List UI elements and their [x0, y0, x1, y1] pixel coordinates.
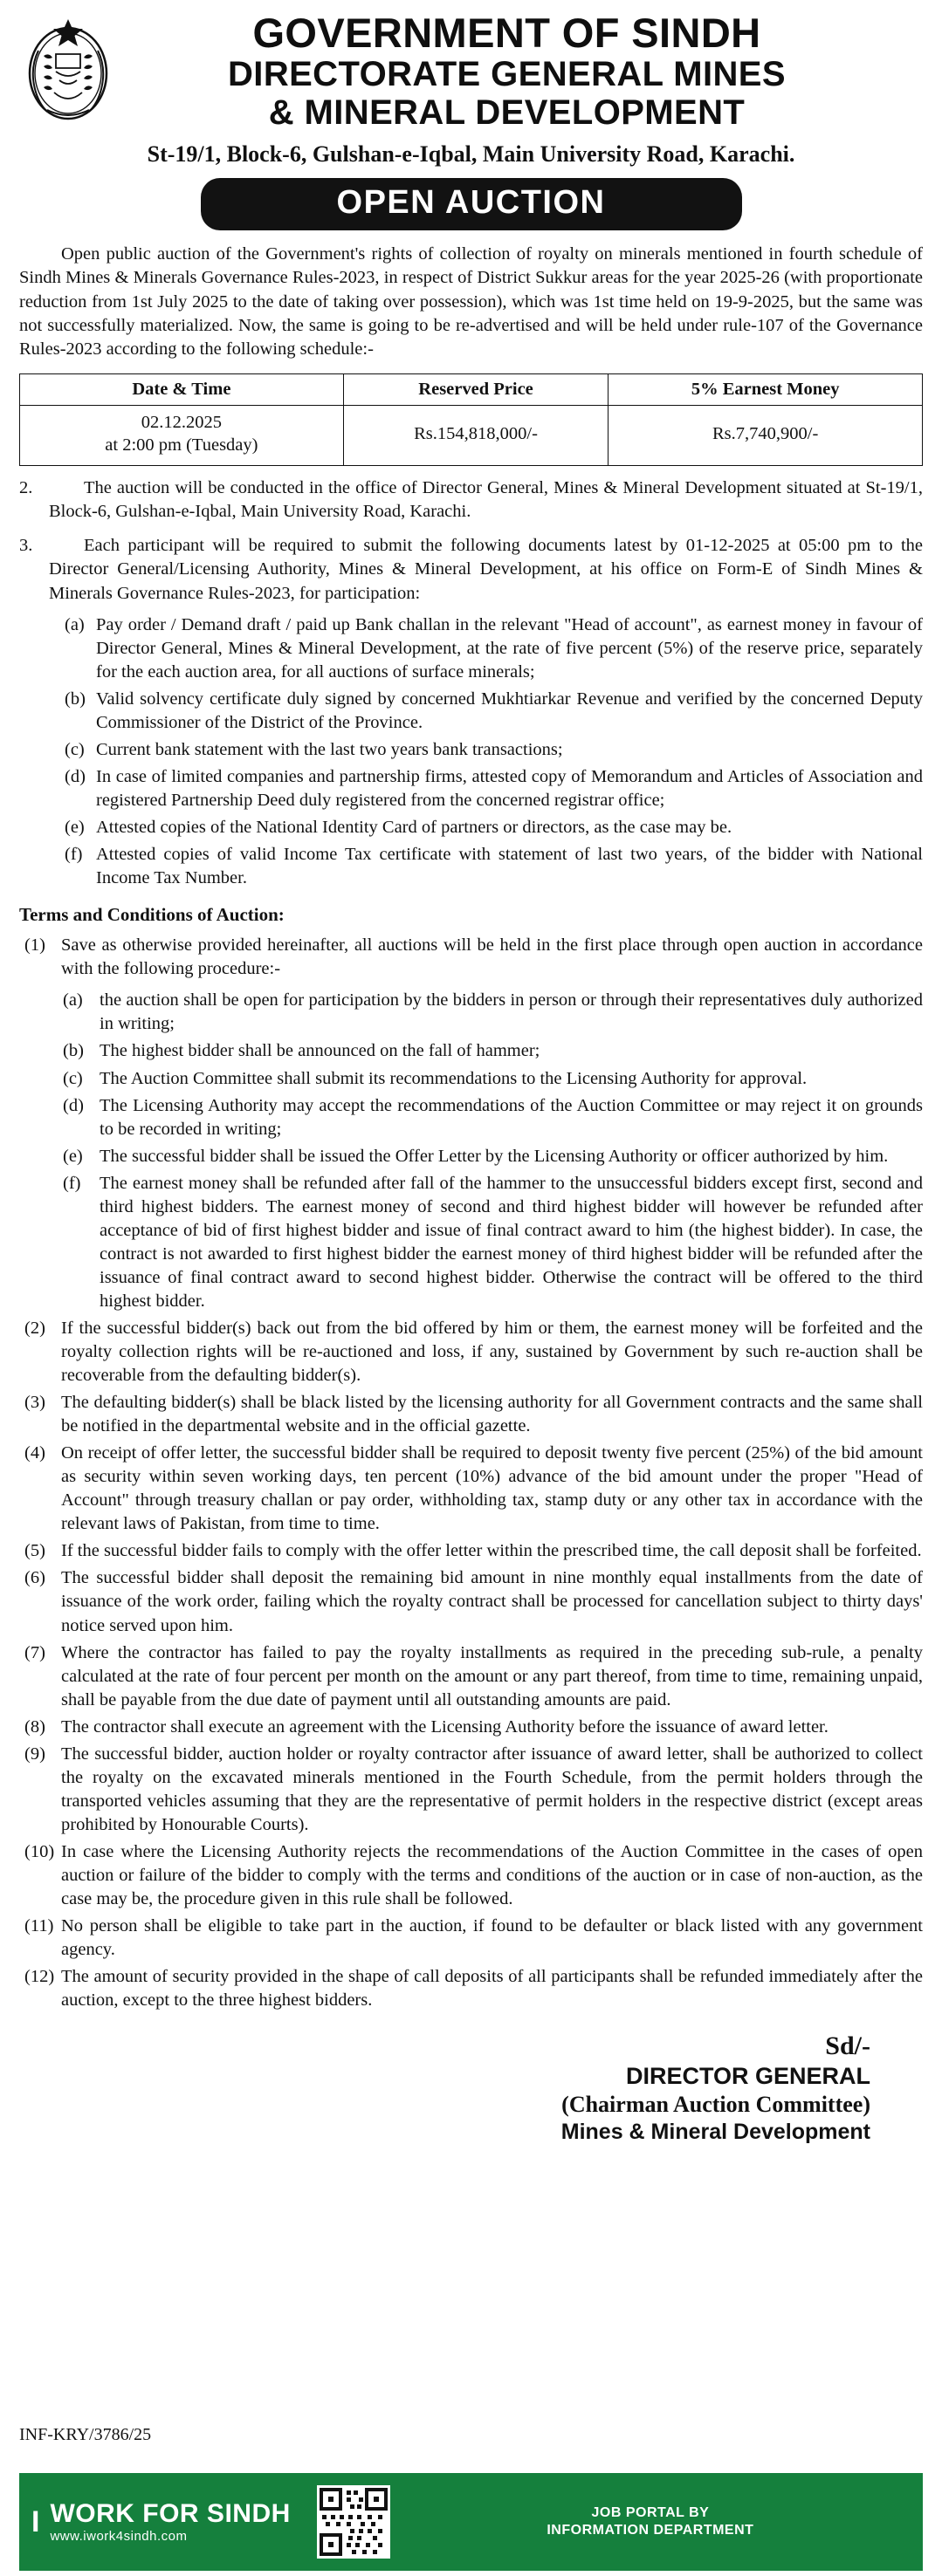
list-marker: (b): [63, 1041, 84, 1061]
footer-portal-note: [390, 2504, 911, 2539]
footer-bar: [19, 2473, 923, 2571]
list-text: Attested copies of the National Identity Card of partners or directors, as the case may be.: [96, 818, 732, 838]
list-item: [58, 613, 923, 684]
list-item: [58, 688, 923, 735]
gov-title-line2: DIRECTORATE GENERAL MINES: [228, 54, 786, 93]
list-item: [19, 934, 923, 981]
list-text: No person shall be eligible to take part in the auction, if found to be defaulter or black listed with any government agency.: [61, 1916, 923, 1960]
list-item: [58, 765, 923, 812]
intro-paragraph: Open public auction of the Government's rights of collection of royalty on minerals mentioned in fourth schedule of Sindh Mines & Minerals Governance Rules-2023, in respect of District Sukkur areas for the year 2025-26 (with proportionate reduction from 1st July 2025 to the date of taking over possession), which was 1st time held on 19-9-2025, but the same was not successfully materialized. Now, the same is going to be re-advertised and will be held under rule-107 of the Governance Rules-2023 according to the following schedule:-: [19, 244, 923, 359]
list-text: In case where the Licensing Authority rejects the recommendations of the Auction Committee in the cases of open auction or failure of the bidder to comply with the terms and conditions of the auction or in case of non-auction, as the case may be, the procedure given in this rule shall be followed.: [61, 1841, 923, 1909]
cell-date-time: [20, 406, 344, 465]
gov-title-line3: & MINERAL DEVELOPMENT: [268, 92, 746, 132]
signature-designation: DIRECTOR GENERAL: [625, 2063, 870, 2090]
auction-schedule-table: [19, 373, 923, 465]
terms-title: Terms and Conditions of Auction:: [19, 904, 285, 926]
list-marker: (e): [63, 1146, 83, 1166]
gov-title-line1: GOVERNMENT OF SINDH: [252, 10, 761, 56]
table-header-row: [20, 374, 923, 406]
cell-reserved-price: Rs.154,818,000/-: [343, 406, 609, 465]
list-item: [19, 1840, 923, 1911]
list-item: [19, 1915, 923, 1962]
terms-list: [19, 934, 923, 2012]
list-text: Where the contractor has failed to pay the royalty installments as required in the preceding sub-rule, a penalty calculated at the rate of four percent per month on the amount or any part thereof, from time to time, remaining unpaid, shall be payable from the due date of payment until all outstanding amounts are paid.: [61, 1642, 923, 1709]
list-item: [58, 816, 923, 839]
list-item: [19, 1539, 923, 1563]
list-item: [19, 1566, 923, 1637]
list-item: [58, 989, 923, 1036]
open-auction-banner-wrap: [201, 178, 742, 230]
list-marker: (9): [24, 1744, 45, 1764]
list-text: Save as otherwise provided hereinafter, all auctions will be held in the first place through open auction in accordance with the following procedure:-: [61, 935, 923, 979]
list-text: If the successful bidder fails to comply with the offer letter within the prescribed time, the call deposit shall be forfeited.: [61, 1541, 922, 1561]
list-marker: (f): [65, 845, 83, 865]
list-text: the auction shall be open for participation by the bidders in person or through their representatives duly authorized in writing;: [100, 990, 923, 1034]
clause-3: [19, 534, 923, 606]
clause-2-number: 2.: [19, 477, 33, 497]
list-text: On receipt of offer letter, the successful bidder shall be required to deposit twenty five percent (25%) of the bid amount as security within seven working days, ten percent (10%) advance of the bid amount under the proper "Head of Account" through treasury challan or pay order, withholding tax, stamp duty or any other tax in accordance with the relevant laws of Pakistan, from time to time.: [61, 1443, 923, 1534]
footer-portal-line1: JOB PORTAL BY: [591, 2505, 710, 2520]
signature-department: Mines & Mineral Development: [560, 2120, 870, 2145]
table-row: [20, 406, 923, 465]
list-item: [58, 1145, 923, 1168]
list-marker: (8): [24, 1716, 45, 1737]
footer-brand-label: WORK FOR SINDH: [50, 2498, 291, 2528]
list-item: [58, 1172, 923, 1313]
qr-code-icon[interactable]: [317, 2485, 390, 2559]
signature-committee: (Chairman Auction Committee): [561, 2092, 870, 2118]
cell-earnest-money: Rs.7,740,900/-: [609, 406, 923, 465]
list-item: [19, 1743, 923, 1837]
list-item: [19, 1442, 923, 1536]
list-marker: (3): [24, 1393, 45, 1413]
list-item: [19, 1716, 923, 1739]
list-item: [19, 1317, 923, 1387]
col-earnest-money: 5% Earnest Money: [609, 374, 923, 406]
list-marker: (7): [24, 1642, 45, 1662]
office-address: St-19/1, Block-6, Gulshan-e-Iqbal, Main University Road, Karachi.: [147, 141, 795, 167]
auction-date: 02.12.2025: [141, 413, 222, 433]
footer-url[interactable]: www.iwork4sindh.com: [50, 2529, 188, 2545]
clause-2-text: The auction will be conducted in the office of Director General, Mines & Mineral Development situated at St-19/1, Block-6, Gulshan-e-Iqbal, Main University Road, Karachi.: [49, 477, 923, 521]
list-text: The contractor shall execute an agreement with the Licensing Authority before the issuance of award letter.: [61, 1716, 829, 1737]
signature-sd: Sd/-: [825, 2031, 870, 2061]
list-marker: (b): [65, 689, 86, 709]
list-marker: (1): [24, 935, 45, 956]
list-marker: (c): [65, 739, 85, 759]
list-marker: (f): [63, 1173, 81, 1193]
list-marker: (d): [65, 767, 86, 787]
list-text: Pay order / Demand draft / paid up Bank challan in the relevant "Head of account", as earnest money in favour of Director General, Mines & Mineral Development, at the rate of five percent (5%) of the reserve price, separately for the each auction area, for all auctions of surface minerals;: [96, 614, 923, 682]
list-item: [58, 1039, 923, 1063]
list-item: [58, 843, 923, 890]
list-item: [58, 1094, 923, 1141]
signature-block: [19, 2031, 923, 2145]
list-marker: (12): [24, 1967, 55, 1987]
terms-1-sublist: [58, 989, 923, 1313]
list-item: [19, 1965, 923, 2012]
clause-3-document-list: [58, 613, 923, 891]
list-text: The Auction Committee shall submit its recommendations to the Licensing Authority for approval.: [100, 1068, 808, 1088]
footer-brand-block: [31, 2485, 390, 2559]
auction-time: at 2:00 pm (Tuesday): [105, 435, 258, 455]
list-item: [19, 1641, 923, 1712]
list-text: Valid solvency certificate duly signed by concerned Mukhtiarkar Revenue and verified by the concerned Deputy Commissioner of the District of the Province.: [96, 689, 923, 732]
list-marker: (11): [24, 1916, 54, 1936]
list-text: The successful bidder, auction holder or royalty contractor after issuance of award letter, shall be authorized to collect the royalty on the excavated minerals mentioned in the Fourth Schedule, from the permit holders through the transported vehicles assuming that they are the representative of permit holders in the respective district (except areas prohibited by Honourable Courts).: [61, 1744, 923, 1834]
clause-3-number: 3.: [19, 536, 33, 555]
list-item: [58, 738, 923, 762]
sindh-government-crest-icon: [19, 12, 117, 131]
list-text: The amount of security provided in the shape of call deposits of all participants shall be refunded immediately after the auction, except to the three highest bidders.: [61, 1967, 923, 2011]
list-marker: (c): [63, 1068, 83, 1088]
list-text: The defaulting bidder(s) shall be black listed by the licensing authority for all Government contracts and the same shall be notified in the departmental website and in the official gazette.: [61, 1393, 923, 1436]
list-text: The earnest money shall be refunded after fall of the hammer to the unsuccessful bidders except first, second and third highest bidders. The earnest money of second and third highest bidder will however be refunded after acceptance of bid of first highest bidder and issue of final contract award to him (the highest bidder). In case, the contract is not awarded to first highest bidder the earnest money of third highest bidder will be refunded after the issuance of final contract award to second highest bidder. Otherwise the contract will be offered to the third highest bidder.: [100, 1173, 923, 1311]
list-marker: (e): [65, 818, 85, 838]
footer-portal-line2: INFORMATION DEPARTMENT: [547, 2523, 754, 2538]
reference-number: INF-KRY/3786/25: [19, 2425, 152, 2444]
col-reserved-price: Reserved Price: [343, 374, 609, 406]
list-marker: (5): [24, 1541, 45, 1561]
list-item: [58, 1067, 923, 1091]
list-text: The Licensing Authority may accept the recommendations of the Auction Committee or may reject it on grounds to be recorded in writing;: [100, 1095, 923, 1139]
i-letter-icon: I: [31, 2505, 40, 2538]
list-text: If the successful bidder(s) back out from the bid offered by him or them, the earnest money will be forfeited and the royalty collection rights will be re-auctioned and loss, if any, sustained by Government by such re-auction shall be recoverable from the defaulting bidder(s).: [61, 1318, 923, 1386]
list-marker: (a): [65, 614, 85, 634]
clause-3-text: Each participant will be required to submit the following documents latest by 01-12-2025 at 05:00 pm to the Director General/Licensing Authority, Mines & Mineral Development, at his office on Form-E of Sindh Mines & Minerals Governance Rules-2023, for participation:: [49, 536, 923, 603]
list-text: Attested copies of valid Income Tax certificate with statement of last two years, of the bidder with National Income Tax Number.: [96, 845, 923, 888]
list-text: The highest bidder shall be announced on the fall of hammer;: [100, 1041, 540, 1061]
list-marker: (6): [24, 1568, 45, 1588]
list-text: The successful bidder shall be issued the Offer Letter by the Licensing Authority or officer authorized by him.: [100, 1146, 889, 1166]
list-marker: (4): [24, 1443, 45, 1463]
list-item: [19, 1391, 923, 1438]
list-text: In case of limited companies and partnership firms, attested copy of Memorandum and Articles of Association and registered Partnership Deed duly registered from the concerned registrar office;: [96, 767, 923, 811]
list-marker: (d): [63, 1095, 84, 1115]
list-text: The successful bidder shall deposit the remaining bid amount in nine monthly equal installments from the date of issuance of the work order, failing which the royalty contract shall be processed for cancellation subject to thirty days' notice served upon him.: [61, 1568, 923, 1635]
open-auction-banner: [201, 178, 742, 230]
list-marker: (a): [63, 990, 83, 1011]
col-date-time: Date & Time: [20, 374, 344, 406]
list-marker: (10): [24, 1841, 55, 1861]
list-marker: (2): [24, 1318, 45, 1338]
list-text: Current bank statement with the last two years bank transactions;: [96, 739, 563, 759]
open-auction-banner-label: OPEN AUCTION: [336, 184, 606, 221]
document-header: [19, 12, 923, 131]
clause-2: [19, 476, 923, 524]
